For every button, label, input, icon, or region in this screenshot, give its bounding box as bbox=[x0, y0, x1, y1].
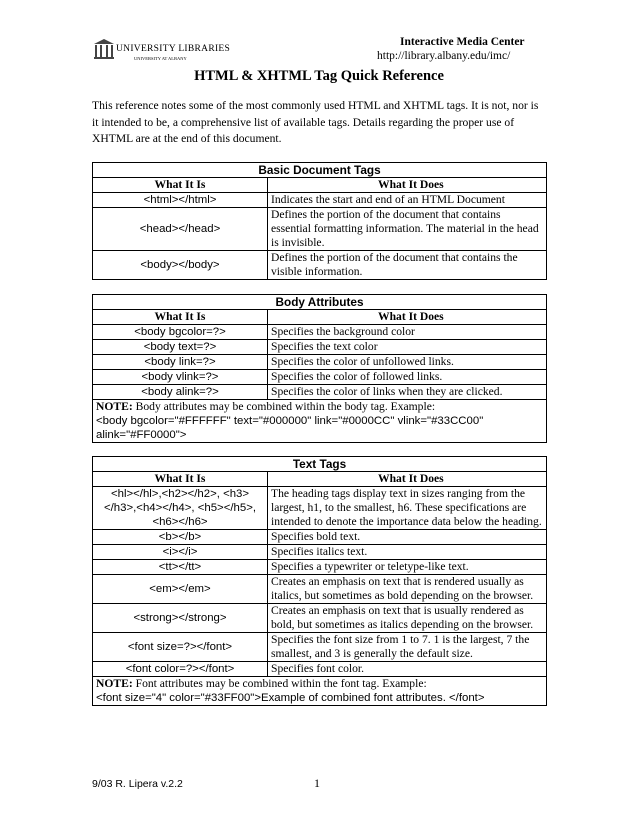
column-header-what-it-does: What It Does bbox=[268, 310, 547, 325]
table-caption: Body Attributes bbox=[93, 295, 547, 310]
description-cell: Creates an emphasis on text that is rendered usually as italics, but sometimes as bold depending on the browser. bbox=[268, 575, 547, 604]
column-header-what-it-is: What It Is bbox=[93, 472, 268, 487]
table-row bbox=[93, 575, 547, 604]
description-cell: Specifies the color of followed links. bbox=[268, 370, 547, 385]
description-cell: Defines the portion of the document that contains the visible information. bbox=[268, 251, 547, 280]
tag-cell: <font size=?></font> bbox=[93, 633, 268, 662]
table-caption: Basic Document Tags bbox=[93, 163, 547, 178]
table-row bbox=[93, 355, 547, 370]
table-row bbox=[93, 530, 547, 545]
note-label: NOTE: bbox=[96, 677, 133, 690]
description-cell: Specifies the text color bbox=[268, 340, 547, 355]
column-header-what-it-is: What It Is bbox=[93, 310, 268, 325]
note-row bbox=[93, 677, 547, 706]
text-tags-table bbox=[92, 456, 547, 706]
description-cell: Creates an emphasis on text that is usually rendered as bold, but sometimes as italics depending on the browser. bbox=[268, 604, 547, 633]
tag-cell: <body vlink=?> bbox=[93, 370, 268, 385]
note-row bbox=[93, 400, 547, 443]
table-row bbox=[93, 340, 547, 355]
tag-cell: <b></b> bbox=[93, 530, 268, 545]
description-cell: Specifies the font size from 1 to 7. 1 is the largest, 7 the smallest, and 3 is generally the default size. bbox=[268, 633, 547, 662]
description-cell: Indicates the start and end of an HTML Document bbox=[268, 193, 547, 208]
note-text: Body attributes may be combined within the body tag. Example: bbox=[132, 400, 436, 413]
table-row bbox=[93, 208, 547, 251]
note-cell bbox=[93, 677, 547, 706]
page-number: 1 bbox=[314, 776, 320, 790]
table-row bbox=[93, 385, 547, 400]
description-cell: Specifies the color of links when they are clicked. bbox=[268, 385, 547, 400]
logo-text: UNIVERSITY LIBRARIES bbox=[116, 44, 231, 54]
table-row bbox=[93, 560, 547, 575]
note-example-code: <font size="4" color="#33FF00">Example of combined font attributes. </font> bbox=[96, 692, 485, 704]
column-header-what-it-does: What It Does bbox=[268, 472, 547, 487]
table-row bbox=[93, 251, 547, 280]
description-cell: Specifies font color. bbox=[268, 662, 547, 677]
university-libraries-logo bbox=[92, 36, 231, 66]
tag-cell: <strong></strong> bbox=[93, 604, 268, 633]
column-header-what-it-is: What It Is bbox=[93, 178, 268, 193]
basic-document-tags-table bbox=[92, 162, 547, 280]
table-row bbox=[93, 604, 547, 633]
table-caption: Text Tags bbox=[93, 457, 547, 472]
description-cell: Specifies italics text. bbox=[268, 545, 547, 560]
table-row bbox=[93, 370, 547, 385]
description-cell: The heading tags display text in sizes ranging from the largest, h1, to the smallest, h6. These specifications are intended to denote the importance data below the heading. bbox=[268, 487, 547, 530]
tag-cell: <body bgcolor=?> bbox=[93, 325, 268, 340]
table-row bbox=[93, 325, 547, 340]
tag-cell: <em></em> bbox=[93, 575, 268, 604]
tag-cell: <i></i> bbox=[93, 545, 268, 560]
description-cell: Specifies bold text. bbox=[268, 530, 547, 545]
logo-subtext: UNIVERSITY AT ALBANY bbox=[134, 56, 187, 61]
tag-cell: <font color=?></font> bbox=[93, 662, 268, 677]
description-cell: Specifies the color of unfollowed links. bbox=[268, 355, 547, 370]
table-row bbox=[93, 193, 547, 208]
page-title: HTML & XHTML Tag Quick Reference bbox=[194, 68, 444, 84]
department-url[interactable]: http://library.albany.edu/imc/ bbox=[377, 50, 511, 62]
note-label: NOTE: bbox=[96, 400, 133, 413]
tag-cell: <body alink=?> bbox=[93, 385, 268, 400]
note-cell bbox=[93, 400, 547, 443]
tag-cell: <body></body> bbox=[93, 251, 268, 280]
tag-cell: <body link=?> bbox=[93, 355, 268, 370]
tag-cell: <head></head> bbox=[93, 208, 268, 251]
table-row bbox=[93, 545, 547, 560]
column-header-what-it-does: What It Does bbox=[268, 178, 547, 193]
description-cell: Specifies a typewriter or teletype-like text. bbox=[268, 560, 547, 575]
tag-cell: <tt></tt> bbox=[93, 560, 268, 575]
description-cell: Specifies the background color bbox=[268, 325, 547, 340]
tag-cell: <html></html> bbox=[93, 193, 268, 208]
footer-version: 9/03 R. Lipera v.2.2 bbox=[92, 778, 183, 790]
table-row bbox=[93, 662, 547, 677]
table-row bbox=[93, 487, 547, 530]
department-name: Interactive Media Center bbox=[400, 36, 525, 48]
tag-cell: <hl></hl>,<h2></h2>, <h3></h3>,<h4></h4>, <h5></h5>,<h6></h6> bbox=[93, 487, 268, 530]
note-example-code: <body bgcolor="#FFFFFF" text="#000000" link="#0000CC" vlink="#33CC00" alink="#FF0000"> bbox=[96, 415, 484, 441]
tag-cell: <body text=?> bbox=[93, 340, 268, 355]
table-row bbox=[93, 633, 547, 662]
body-attributes-table bbox=[92, 294, 547, 443]
description-cell: Defines the portion of the document that contains essential formatting information. The material in the head is invisible. bbox=[268, 208, 547, 251]
note-text: Font attributes may be combined within the font tag. Example: bbox=[132, 677, 427, 690]
intro-paragraph: This reference notes some of the most commonly used HTML and XHTML tags. It is not, nor is it intended to be, a comprehensive list of available tags. Details regarding the proper use of XHTML are at the end of this document. bbox=[92, 99, 539, 145]
